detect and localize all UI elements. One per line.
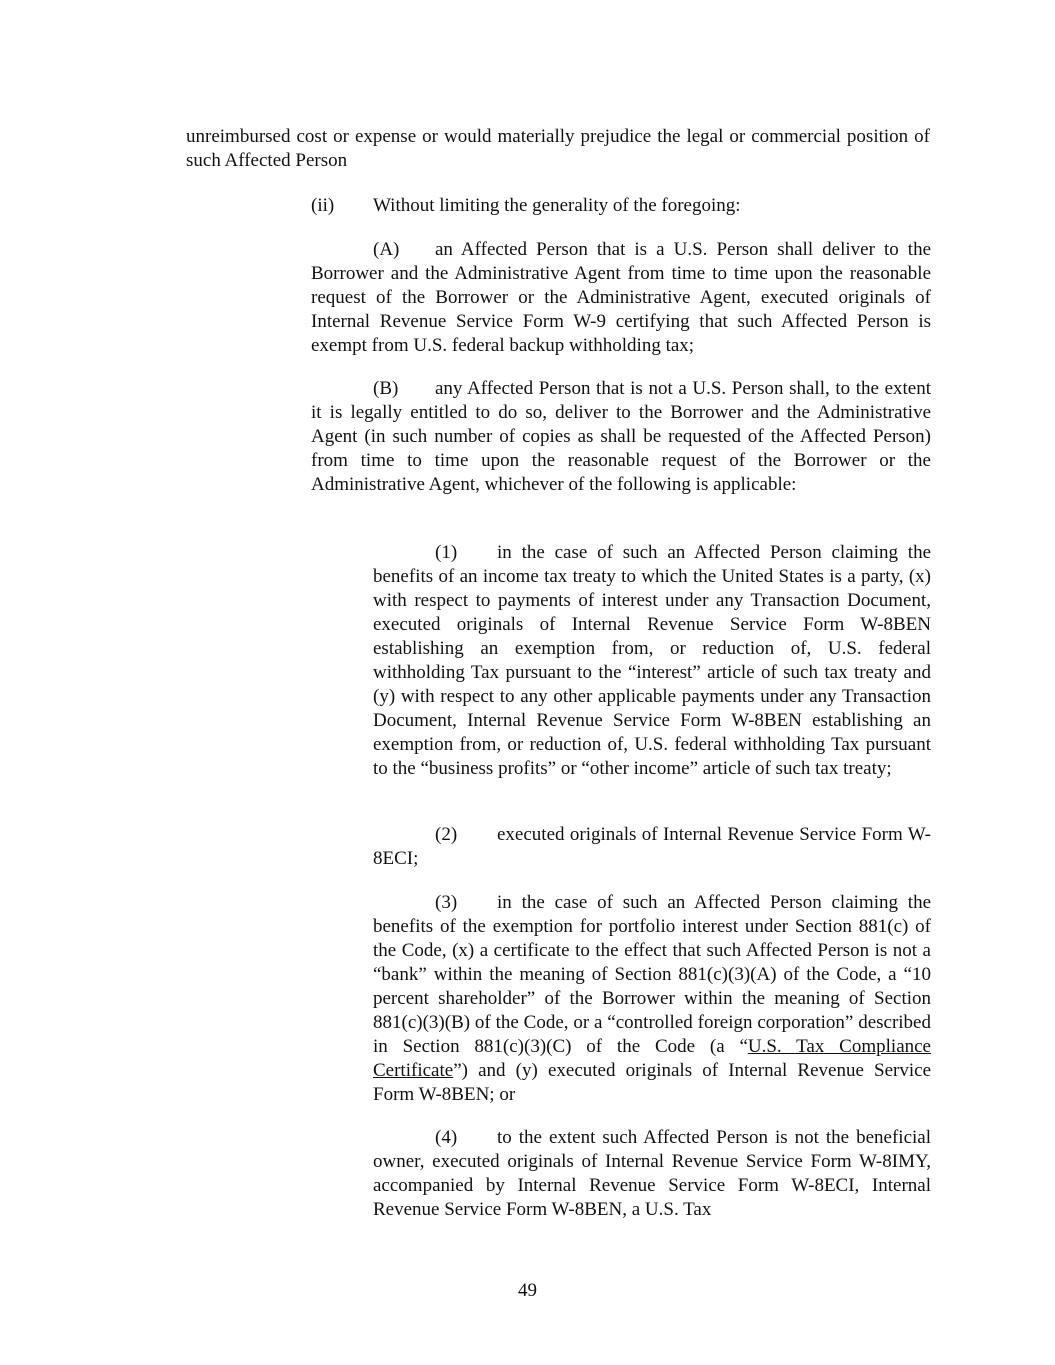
clause-2-label: (2)	[435, 824, 458, 845]
clause-B-text: any Affected Person that is not a U.S. Person shall, to the extent it is legally entitled to do so, deliver to the Borrower and the Administrative Agent (in such number of copies as shall be requested of the Affected Person) from time to time upon the reasonable request of the Borrower or the Administrative Agent, whichever of the following is applicable:	[311, 378, 931, 495]
intro-paragraph	[186, 125, 930, 173]
clause-1-text: in the case of such an Affected Person claiming the benefits of an income tax treaty to which the United States is a party, (x) with respect to payments of interest under any Transaction Document, executed originals of Internal Revenue Service Form W-8BEN establishing an exemption from, or reduction of, U.S. federal withholding Tax pursuant to the “interest” article of such tax treaty and (y) with respect to any other applicable payments under any Transaction Document, Internal Revenue Service Form W-8BEN establishing an exemption from, or reduction of, U.S. federal withholding Tax pursuant to the “business profits” or “other income” article of such tax treaty;	[373, 542, 931, 779]
clause-1-label: (1)	[435, 542, 458, 563]
clause-2-text: executed originals of Internal Revenue Service Form W-8ECI;	[373, 824, 931, 869]
defined-term-us-tax-compliance-certificate: U.S. Tax Compliance Certificate	[373, 1036, 931, 1081]
clause-3-label: (3)	[435, 892, 458, 913]
page-number: 49	[518, 1280, 537, 1301]
clause-4-text: to the extent such Affected Person is not the beneficial owner, executed originals of Internal Revenue Service Form W-8IMY, accompanied by Internal Revenue Service Form W-8ECI, Internal Revenue Service Form W-8BEN, a U.S. Tax	[373, 1127, 931, 1220]
clause-ii-label: (ii)	[311, 195, 335, 216]
clause-1	[373, 541, 931, 781]
clause-A-text: an Affected Person that is a U.S. Person shall deliver to the Borrower and the Administrative Agent from time to time upon the reasonable request of the Borrower or the Administrative Agent, executed originals of Internal Revenue Service Form W-9 certifying that such Affected Person is exempt from U.S. federal backup withholding tax;	[311, 239, 931, 356]
clause-B-label: (B)	[373, 378, 399, 399]
intro-text: unreimbursed cost or expense or would materially prejudice the legal or commercial position of such Affected Person	[186, 126, 930, 171]
clause-3	[373, 891, 931, 1107]
clause-ii	[311, 194, 931, 218]
clause-2	[373, 823, 931, 871]
clause-A	[311, 238, 931, 358]
clause-4	[373, 1126, 931, 1222]
clause-4-label: (4)	[435, 1127, 458, 1148]
clause-3-text-before: in the case of such an Affected Person claiming the benefits of the exemption for portfolio interest under Section 881(c) of the Code, (x) a certificate to the effect that such Affected Person is not a “bank” within the meaning of Section 881(c)(3)(A) of the Code, a “10 percent shareholder” of the Borrower within the meaning of Section 881(c)(3)(B) of the Code, or a “controlled foreign corporation” described in Section 881(c)(3)(C) of the Code (a “	[373, 892, 931, 1057]
clause-ii-text: Without limiting the generality of the foregoing:	[373, 195, 741, 216]
clause-B	[311, 377, 931, 497]
clause-3-text-after: ”) and (y) executed originals of Internal Revenue Service Form W-8BEN; or	[373, 1060, 931, 1105]
clause-A-label: (A)	[373, 239, 400, 260]
